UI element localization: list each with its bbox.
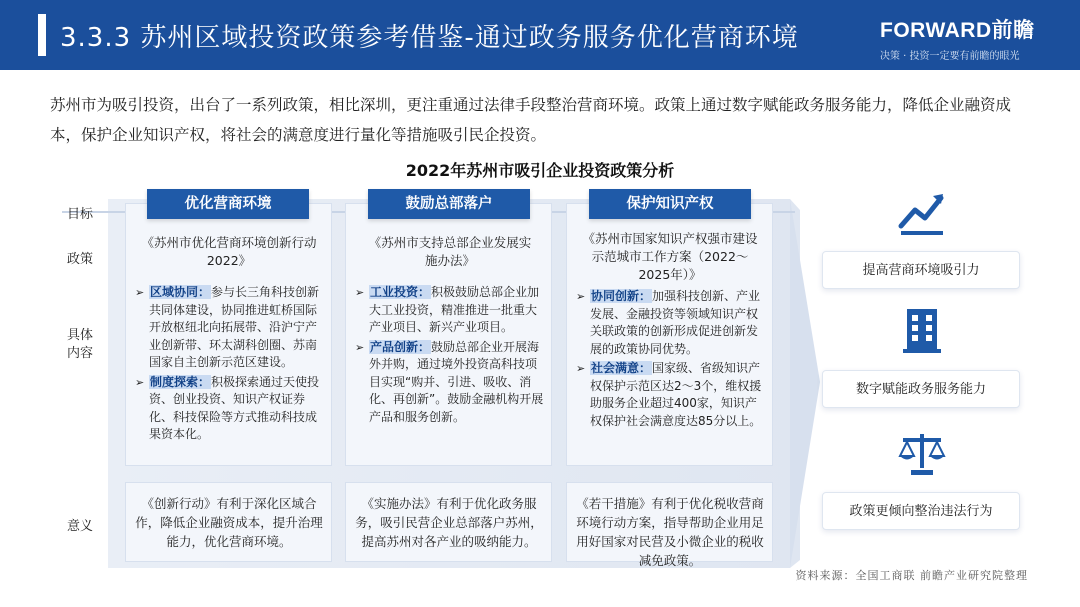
column-2-meaning: 《实施办法》有利于优化政务服务，吸引民营企业总部落户苏州，提高苏州对各产业的吸纳能力。 [355, 496, 543, 549]
building-icon [897, 305, 947, 355]
bullet-text: 积极探索通过天使投资、创业投资、知识产权证券化、科技保险等方式推动科技成果资本化。 [149, 374, 320, 441]
bullet-keyword: 协同创新： [591, 289, 652, 303]
result-box-3: 政策更倾向整治违法行为 [822, 492, 1020, 530]
bullet-keyword: 区域协同： [150, 285, 211, 299]
row-label-goal: 目标 [66, 207, 93, 222]
bullet-text: 鼓励总部企业开展海外并购，通过境外投资高科技项目实现“购并、引进、吸收、消化、再创新”。鼓励金融机构开展产品和服务创新。 [369, 339, 544, 424]
bullet-text: 积极鼓励总部企业加大工业投资，精准推进一批重大产业项目、新兴产业项目。 [369, 285, 540, 334]
column-3-bullets [576, 288, 766, 432]
list-item [135, 284, 323, 372]
list-item [576, 288, 766, 358]
list-item [355, 284, 545, 337]
scales-icon [897, 428, 947, 478]
list-item [576, 360, 766, 430]
header-accent-bar [38, 14, 46, 56]
page-title: 3.3.3 苏州区域投资政策参考借鉴-通过政务服务优化营商环境 [60, 23, 799, 53]
column-2-head: 鼓励总部落户 [368, 189, 530, 219]
column-3-policy: 《苏州市国家知识产权强市建设示范城市工作方案（2022～2025年）》 [582, 231, 758, 282]
chart-trend-icon [897, 188, 947, 238]
arrow-bullet-icon: ➢ [135, 286, 145, 299]
bullet-text: 加强科技创新、产业发展、金融投资等领域知识产权关联政策的创新形成促进创新发展的政策协同优势。 [590, 289, 761, 356]
column-1-bullets [135, 284, 323, 446]
row-label-meaning: 意义 [66, 519, 93, 534]
result-box-1: 提高营商环境吸引力 [822, 251, 1020, 289]
bullet-keyword: 制度探索： [150, 374, 211, 389]
column-1-meaning: 《创新行动》有利于深化区域合作，降低企业融资成本，提升治理能力，优化营商环境。 [135, 496, 323, 549]
result-box-2: 数字赋能政务服务能力 [822, 370, 1020, 408]
row-label-content-line1: 具体 [66, 328, 93, 343]
header-bar [0, 0, 1080, 70]
bullet-keyword: 产品创新： [370, 339, 431, 354]
arrow-bullet-icon: ➢ [576, 362, 586, 375]
source-note: 资料来源：全国工商联 前瞻产业研究院整理 [795, 569, 1028, 582]
bullet-keyword: 社会满意： [591, 361, 652, 375]
arrow-bullet-icon: ➢ [576, 290, 586, 303]
column-3-head: 保护知识产权 [589, 189, 751, 219]
arrow-bullet-icon: ➢ [355, 340, 365, 354]
list-item [135, 374, 323, 444]
column-1-policy: 《苏州市优化营商环境创新行动2022》 [141, 235, 317, 268]
brand-slogan: 决策 · 投资一定要有前瞻的眼光 [880, 51, 1020, 62]
bullet-text: 国家级、省级知识产权保护示范区达2～3个，维权援助服务企业超过400家，知识产权保护社会满意度达85分以上。 [590, 361, 762, 428]
column-2-bullets [355, 284, 545, 428]
list-item [355, 339, 545, 427]
column-2-policy: 《苏州市支持总部企业发展实施办法》 [368, 235, 532, 268]
arrow-bullet-icon: ➢ [135, 375, 145, 389]
row-label-policy: 政策 [66, 252, 93, 267]
brand-name: FORWARD前瞻 [880, 19, 1035, 42]
bullet-text: 参与长三角科技创新共同体建设，协同推进虹桥国际开放枢纽北向拓展带、沿沪宁产业创新带、环太湖科创圈、苏南国家自主创新示范区建设。 [149, 285, 320, 369]
row-label-content [55, 327, 105, 363]
column-1-head: 优化营商环境 [147, 189, 309, 219]
arrow-bullet-icon: ➢ [355, 286, 365, 299]
row-label-content-line2: 内容 [66, 346, 93, 361]
bullet-keyword: 工业投资： [370, 285, 431, 299]
brand-logo [880, 14, 1050, 62]
section-title: 2022年苏州市吸引企业投资政策分析 [405, 161, 675, 180]
intro-paragraph: 苏州市为吸引投资，出台了一系列政策，相比深圳，更注重通过法律手段整治营商环境。政策上通过数字赋能政务服务能力，降低企业融资成本，保护企业知识产权，将社会的满意度进行量化等措施吸引民企投资。 [50, 96, 1012, 144]
column-3-meaning: 《若干措施》有利于优化税收营商环境行动方案，指导帮助企业用足用好国家对民营及小微企业的税收减免政策。 [576, 496, 764, 568]
